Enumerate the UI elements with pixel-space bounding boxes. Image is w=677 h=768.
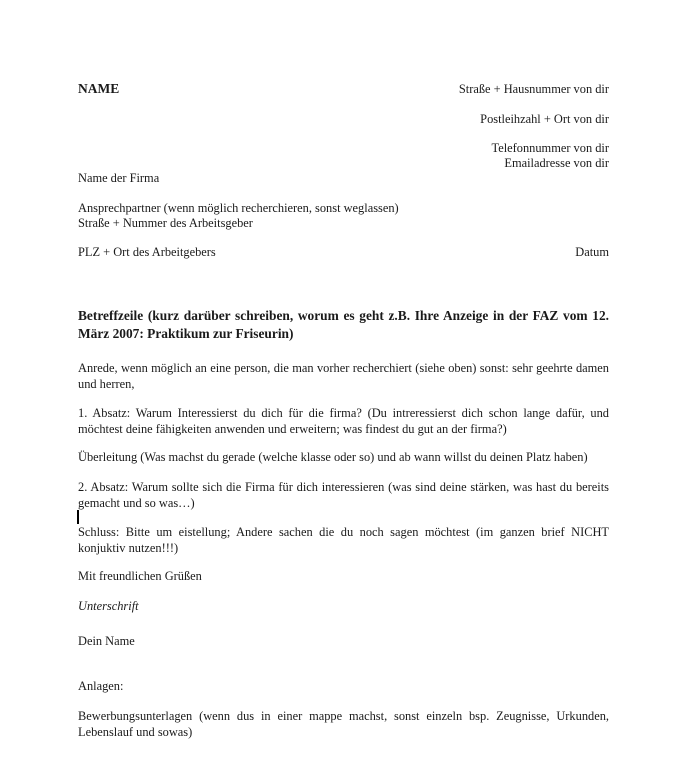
text-cursor <box>77 510 79 524</box>
salutation-paragraph: Anrede, wenn möglich an eine person, die man vorher recherchiert (siehe oben) sonst: sehr geehrte damen und herren, <box>78 361 609 391</box>
sender-phone: Telefonnummer von dir <box>491 141 609 155</box>
paragraph-absatz-2: 2. Absatz: Warum sollte sich die Firma für dich interessieren (was sind deine stärken, was hast du bereits gemacht und so was…) <box>78 480 609 510</box>
subject-line: Betreffzeile (kurz darüber schreiben, worum es geht z.B. Ihre Anzeige in der FAZ vom 12. März 2007: Praktikum zur Friseurin) <box>78 308 609 341</box>
recipient-street: Straße + Nummer des Arbeitsgeber <box>78 216 253 230</box>
transition-paragraph: Überleitung (Was machst du gerade (welche klasse oder so) und ab wann willst du deinen Platz haben) <box>78 450 588 464</box>
attachments-text: Bewerbungsunterlagen (wenn dus in einer mappe machst, sonst einzeln bsp. Zeugnisse, Urkunden, Lebenslauf und sowas) <box>78 709 609 739</box>
sender-name: NAME <box>78 81 120 96</box>
greeting: Mit freundlichen Grüßen <box>78 569 202 583</box>
recipient-postal-city: PLZ + Ort des Arbeitgebers <box>78 245 216 259</box>
sender-email: Emailadresse von dir <box>504 156 609 170</box>
closing-paragraph: Schluss: Bitte um eistellung; Andere sachen die du noch sagen möchtest (im ganzen brief NICHT konjuktiv nutzen!!!) <box>78 525 609 555</box>
recipient-contact: Ansprechpartner (wenn möglich recherchieren, sonst weglassen) <box>78 201 399 215</box>
sender-street: Straße + Hausnummer von dir <box>458 82 609 96</box>
your-name: Dein Name <box>78 634 135 648</box>
paragraph-absatz-1: 1. Absatz: Warum Interessierst du dich für die firma? (Du intreressierst dich schon lange dafür, und möchtest deine fähigkeiten anwenden und erweitern; was findest du gut an der firma?) <box>78 406 609 436</box>
sender-postal-city: Postleihzahl + Ort von dir <box>480 112 609 126</box>
recipient-company: Name der Firma <box>78 171 160 185</box>
date-field: Datum <box>575 245 609 259</box>
attachments-label: Anlagen: <box>78 679 124 693</box>
signature-placeholder: Unterschrift <box>78 599 139 613</box>
